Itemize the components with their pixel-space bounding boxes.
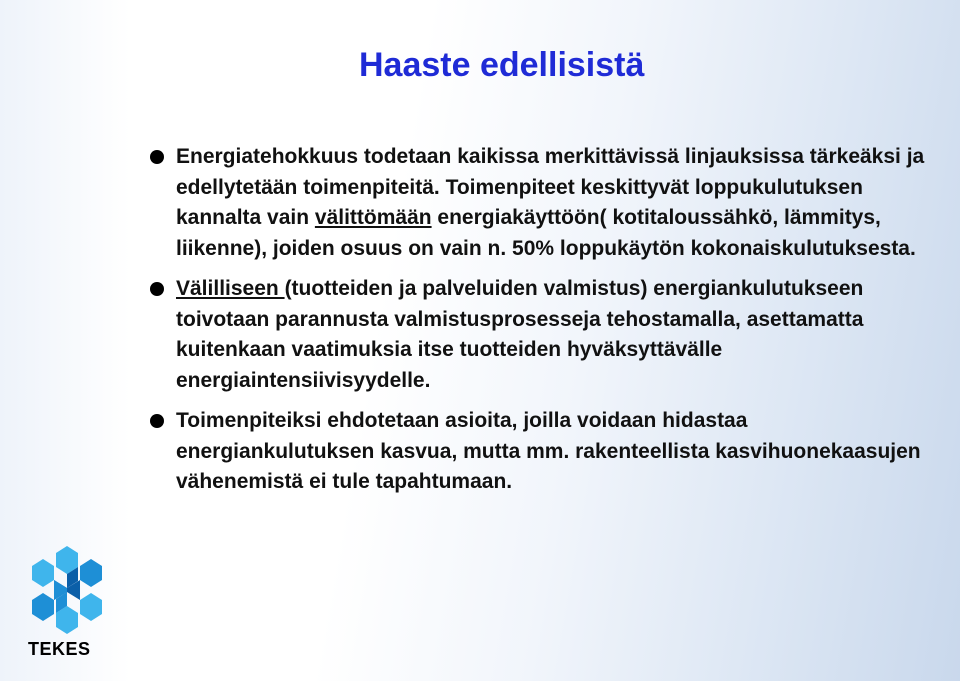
bullet-item — [150, 406, 950, 498]
bullet-list — [150, 142, 950, 508]
slide-title: Haaste edellisistä — [359, 46, 645, 84]
bullet-text — [176, 142, 950, 264]
logo-hex-right-top — [80, 559, 102, 587]
bullet-text-segment: Toimenpiteiksi ehdotetaan asioita, joilla voidaan hidastaa energiankulutuksen kasvua, mutta mm. rakenteellista kasvihuonekaasujen vähenemistä ei tule tapahtumaan. — [176, 409, 921, 493]
logo-hex-right-bottom — [80, 593, 102, 621]
bullet-item — [150, 274, 950, 396]
logo-hex-left-top — [32, 559, 54, 587]
logo-hex-left-bottom — [32, 593, 54, 621]
bullet-dot — [150, 414, 164, 428]
bullet-text — [176, 406, 950, 498]
bullet-text — [176, 274, 950, 396]
bullet-text-segment: (tuotteiden ja palveluiden valmistus) energiankulutukseen toivotaan parannusta valmistusprosesseja tehostamalla, asettamatta kuitenkaan vaatimuksia itse tuotteiden hyväksyttävälle energiaintensiivisyydelle. — [176, 277, 864, 392]
bullet-text-underlined: välittömään — [314, 206, 432, 229]
logo-text: TEKES — [28, 639, 91, 659]
bullet-text-segment: Energiatehokkuus todetaan kaikissa merkittävissä linjauksissa tärkeäksi ja edellytetään toimenpiteitä. Toimenpiteet keskittyvät loppukulutuksen kannalta vain — [176, 145, 925, 229]
tekes-snowflake-icon — [22, 540, 112, 640]
bullet-item — [150, 142, 950, 264]
bullet-text-underlined: Välilliseen — [176, 277, 285, 300]
bullet-dot — [150, 282, 164, 296]
bullet-text-segment: energiakäyttöön( kotitaloussähkö, lämmitys, liikenne), joiden osuus on vain n. 50% loppukäytön kokonaiskulutuksesta. — [176, 206, 916, 260]
bullet-dot — [150, 150, 164, 164]
